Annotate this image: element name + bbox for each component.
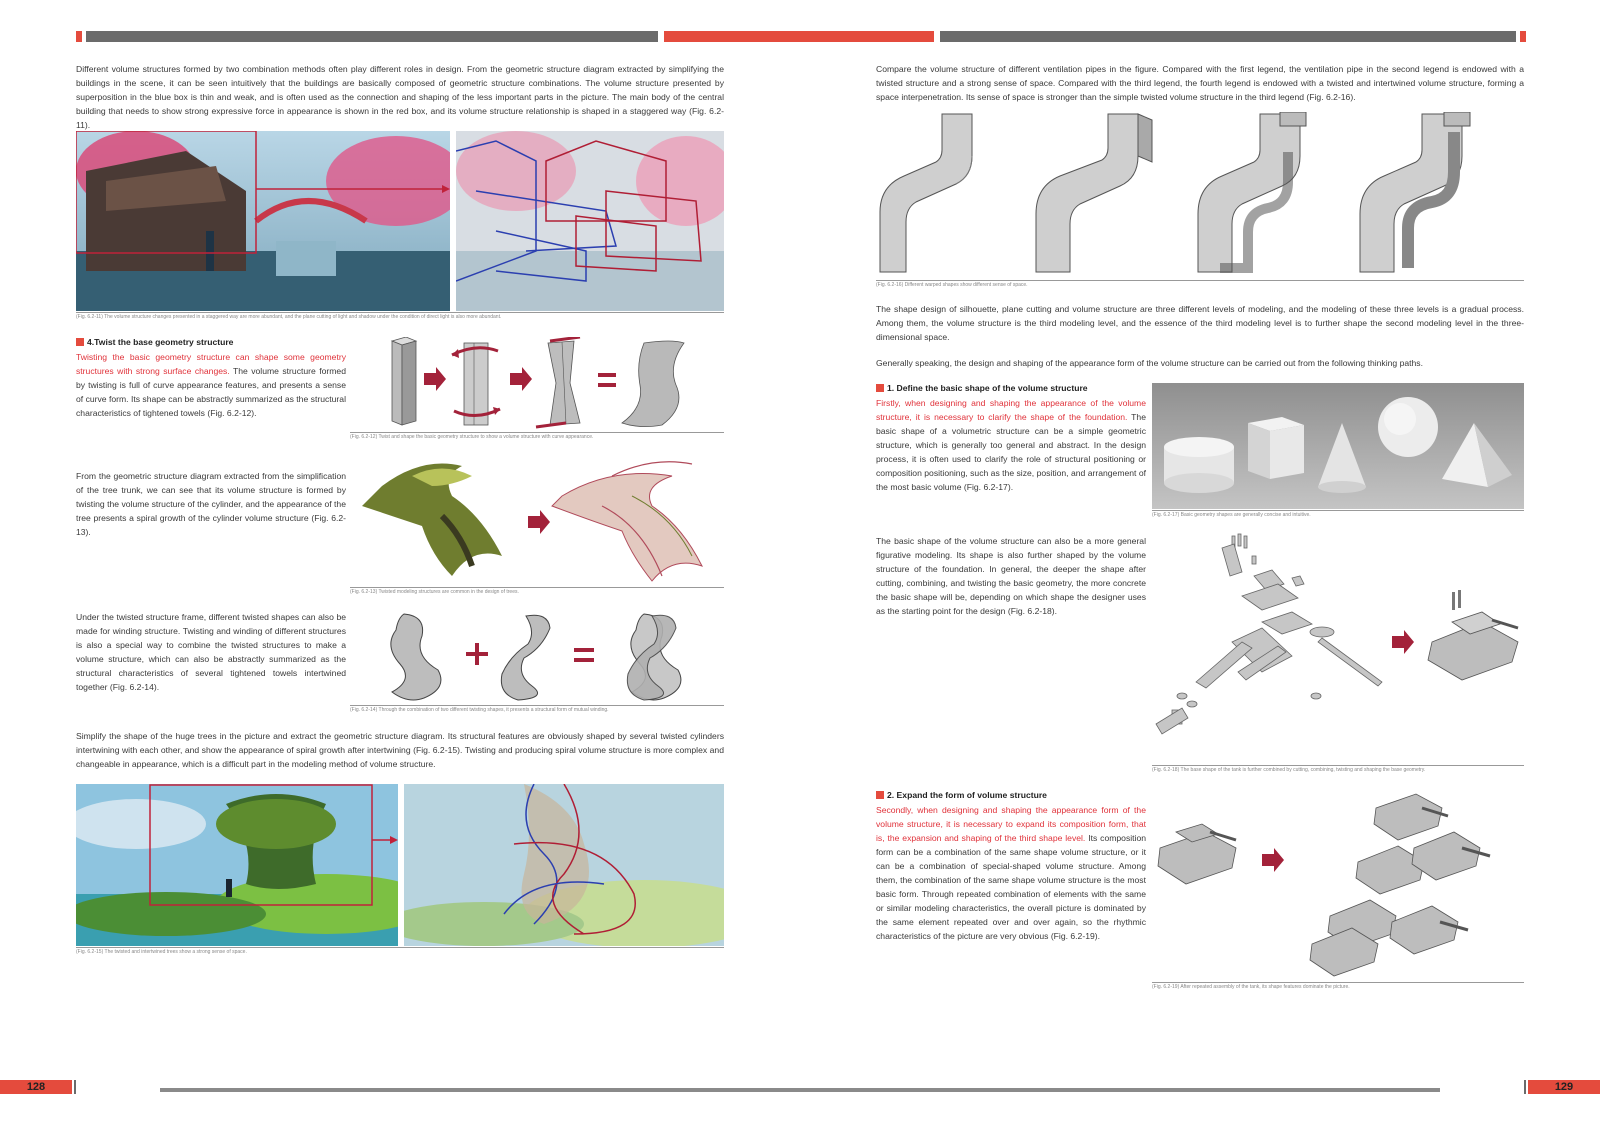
twist-shape-b-icon (501, 615, 550, 700)
top-bar-right-tab (1520, 31, 1526, 42)
section-4-body: The volume structure formed by twisting is full of curve appearance features, and presents a sense of curve form. Its shape can be abstractly summarized as the structural characteristics of tightened towels (Fig. 6.2-12). (76, 366, 346, 418)
left-intro-paragraph: Different volume structures formed by two combination methods often play different roles in design. From the geometric structure diagram extracted by simplifying the buildings in the scene, it can be seen intuitively that the buildings are basically composed of geometric structure combinations. The volume structure presented by superposition in the blue box is thin and weak, and is often used as the connection and shaping of the less important parts in the picture. The main body of the central building that needs to show strong expressive force in appearance is shown in the red box, and its volume structure relationship is shaped in a staggered way (Fig. 6.2-11). (76, 64, 724, 130)
caption-fig-6-2-11: (Fig. 6.2-11) The volume structure changes presented in a staggered way are more abundant, and the plane cutting of light and shadow under the condition of direct light is also more abundant. (76, 312, 724, 321)
huge-tree-paragraph: Simplify the shape of the huge trees in the picture and extract the geometric structure diagram. Its structural features are obviously shaped by several twisted cylinders intertwining with each other, and show the appearance of spiral growth after intertwining (Fig. 6.2-15). Twisting and producing spiral volume structure is more complex and changeable in appearance, which is a difficult part in the modeling method of volume structure. (76, 731, 724, 769)
caption-fig-6-2-17: (Fig. 6.2-17) Basic geometry shapes are generally concise and intuitive. (1152, 510, 1524, 519)
section-1-highlight: Firstly, when designing and shaping the appearance of the volume structure, it is necessary to clarify the shape of the foundation. (876, 398, 1146, 422)
top-bar-center (664, 31, 934, 42)
page-number-right: 129 (1528, 1080, 1600, 1094)
equals-icon (598, 373, 616, 387)
section-4-title: 4.Twist the base geometry structure (87, 337, 234, 347)
page-number-left-tick (74, 1080, 76, 1094)
pipe-2-icon (1036, 114, 1152, 272)
figure-6-2-14-winding (352, 608, 724, 704)
figure-6-2-17-basic-shapes (1152, 383, 1524, 509)
figure-6-2-16-pipes (876, 112, 1524, 278)
figure-6-2-11-structure-diagram (456, 131, 724, 311)
figure-6-2-12-twist (352, 337, 724, 431)
section-2-highlight: Secondly, when designing and shaping the appearance form of the volume structure, it is necessary to expand its composition form, that is, the expansion and shaping of the third shape level. (876, 805, 1146, 843)
straight-prism-icon (392, 337, 416, 425)
figure-6-2-15-forest-scene (76, 784, 398, 946)
top-bar-right (940, 31, 1516, 42)
twisted-prism-icon (536, 337, 580, 427)
section-1-heading (876, 383, 1088, 393)
tank-basic-shape-paragraph: The basic shape of the volume structure can also be a more general figurative modeling. Its shape is also further shaped by the volume structure of the foundation. In general, the deeper the shape after cutting, combining, and twisting the basic geometry, the more concrete the basic shape will be, depending on which shape the designer uses as the starting point for the design (Fig. 6.2-18). (876, 536, 1146, 616)
figure-6-2-19-tank-repetition (1152, 788, 1524, 980)
figure-6-2-13-twisted-tree (352, 456, 724, 586)
bottom-rule (160, 1088, 1440, 1092)
cube-icon (1248, 417, 1304, 479)
intertwined-shape-icon (627, 614, 681, 700)
single-tank-icon (1158, 824, 1236, 884)
section-4-paragraph (76, 350, 346, 420)
caption-fig-6-2-15: (Fig. 6.2-15) The twisted and intertwined trees show a strong sense of space. (76, 947, 724, 956)
tank-group-icon (1310, 794, 1490, 976)
caption-fig-6-2-18: (Fig. 6.2-18) The base shape of the tank is further combined by cutting, combining, twisting and shaping the base geometry. (1152, 765, 1524, 774)
twist-shape-a-icon (391, 614, 441, 700)
section-1-paragraph (876, 396, 1146, 494)
section-4-highlight: Twisting the basic geometry structure can shape some geometry structures with strong surface changes. (76, 352, 346, 376)
section-4-heading (76, 337, 233, 347)
figure-6-2-15-structure-diagram (404, 784, 724, 946)
section-marker-icon-3 (876, 791, 884, 799)
pipe-3-icon (1198, 112, 1306, 272)
winding-paragraph: Under the twisted structure frame, different twisted shapes can also be made for winding structure. Twisting and winding of different structures is also a special way to combine the twisted structures to make a volume structure, which can also be abstractly summarized as the structural characteristics of several tightened towels intertwined together (Fig. 6.2-14). (76, 612, 346, 692)
caption-fig-6-2-19: (Fig. 6.2-19) After repeated assembly of the tank, its shape features dominate the picture. (1152, 982, 1524, 991)
curved-form-icon (622, 341, 684, 427)
caption-fig-6-2-14: (Fig. 6.2-14) Through the combination of two different twisting shapes, it presents a structural form of mutual winding. (350, 705, 724, 714)
section-1-title: 1. Define the basic shape of the volume structure (887, 383, 1088, 393)
twisted-prism-frame-icon (452, 343, 500, 425)
thinking-paths-paragraph: Generally speaking, the design and shaping of the appearance form of the volume structure can be carried out from the following thinking paths. (876, 358, 1423, 368)
pipe-1-icon (880, 114, 972, 272)
tree-structure-diagram (552, 462, 702, 581)
tree-trunk-paragraph: From the geometric structure diagram extracted from the simplification of the tree trunk, we can see that its volume structure is formed by twisting the volume structure of the cylinder, and the appearance of the tree presents a spiral growth of the cylinder volume structure (Fig. 6.2-13). (76, 471, 346, 537)
tree-painting (362, 464, 502, 577)
section-2-body: Its composition form can be a combination of the same shape volume structure, or it can be a combination of special-shaped volume structure. Among them, the combination of the same shape volume structure is the most basic form. Through repeated combination of elements with the same or similar modeling characteristics, the overall picture is dominated by the same element repeated over and over again, so the rhythmic characteristics of the picture are very obvious (Fig. 6.2-19). (876, 833, 1146, 941)
pipe-4-icon (1360, 112, 1470, 272)
exploded-parts (1156, 534, 1382, 734)
page-number-right-tick (1524, 1080, 1526, 1094)
right-intro-paragraph: Compare the volume structure of different ventilation pipes in the figure. Compared with the first legend, the ventilation pipe in the second legend is endowed with a twisted structure and a strong sense of space. Compared with the third legend, the fourth legend is endowed with a twisted and intertwined volume structure, forming a space interpenetration. Its sense of space is stronger than the simple twisted volume structure in the third legend (Fig. 6.2-16). (876, 64, 1524, 102)
cylinder-icon (1164, 437, 1234, 493)
sphere-icon (1378, 397, 1438, 457)
section-marker-icon (76, 338, 84, 346)
section-2-title: 2. Expand the form of volume structure (887, 790, 1047, 800)
caption-fig-6-2-16: (Fig. 6.2-16) Different warped shapes show different sense of space. (876, 280, 1524, 289)
equals-icon-2 (574, 648, 594, 662)
section-2-paragraph (876, 803, 1146, 943)
page-number-left: 128 (0, 1080, 72, 1094)
section-2-heading (876, 790, 1047, 800)
top-bar-left (86, 31, 658, 42)
figure-6-2-18-tank-exploded (1152, 532, 1524, 764)
figure-6-2-11-scene (76, 131, 450, 311)
section-marker-icon-2 (876, 384, 884, 392)
modeling-levels-paragraph: The shape design of silhouette, plane cutting and volume structure are three different levels of modeling, and the modeling of these three levels is a gradual process. Among them, the volume structure is the third modeling level, and the essence of the third modeling level is to further shape the second modeling level in the three-dimensional space. (876, 304, 1524, 342)
caption-fig-6-2-13: (Fig. 6.2-13) Twisted modeling structures are common in the design of trees. (350, 587, 724, 596)
top-bar-left-tab (76, 31, 82, 42)
section-1-body: The basic shape of a volumetric structure can be a simple geometric structure, which is generally too general and abstract. In the design process, it is often used to clarify the role of structural positioning or composition positioning, such as the size, position, and arrangement of the most basic volume (Fig. 6.2-17). (876, 412, 1146, 492)
plus-icon (466, 643, 488, 665)
tank-assembled-icon (1428, 590, 1518, 680)
caption-fig-6-2-12: (Fig. 6.2-12) Twist and shape the basic geometry structure to show a volume structure with curve appearance. (350, 432, 724, 441)
